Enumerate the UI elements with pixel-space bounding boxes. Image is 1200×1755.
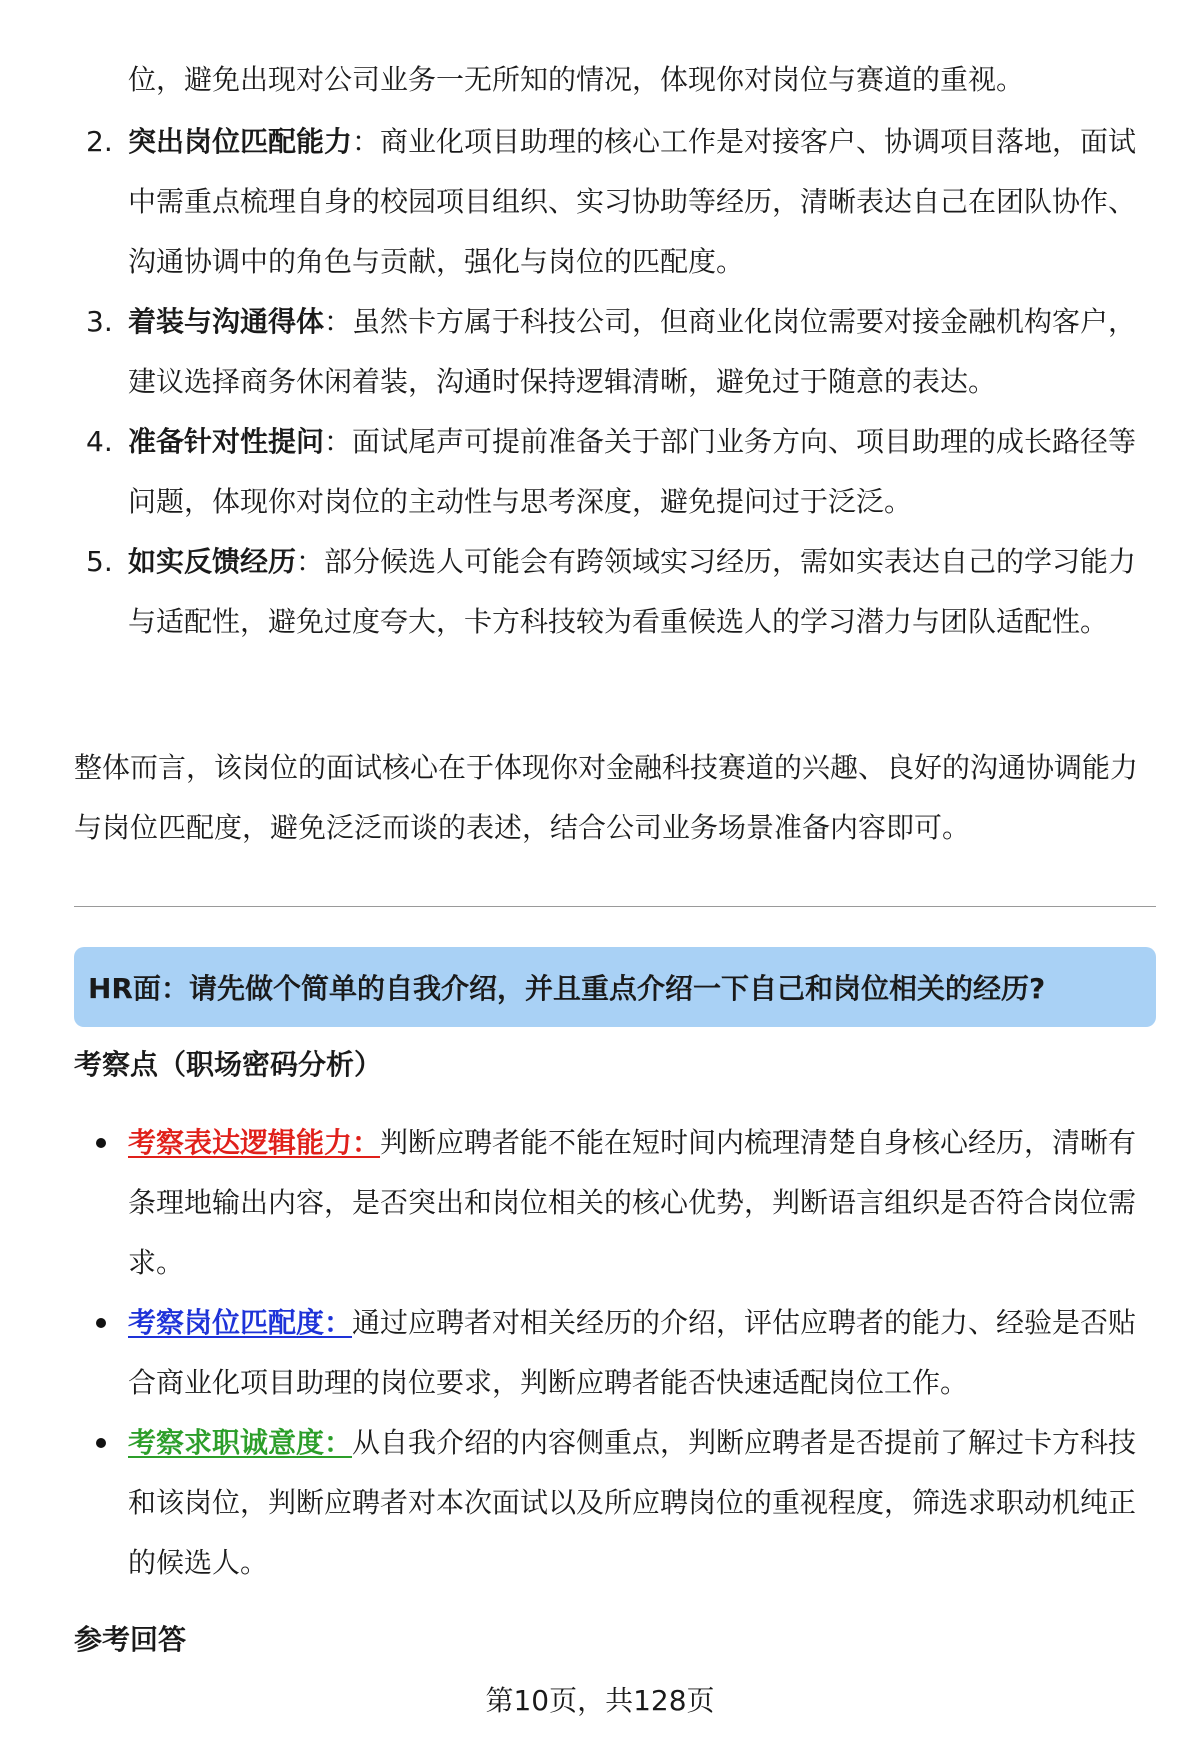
- point-text: 判断应聘者能不能在短时间内梳理清楚自身核心经历，清晰有条理地输出内容，是否突出和岗位相关的核心优势，判断语言组织是否符合岗位需求。: [128, 1126, 1137, 1279]
- tips-list: [74, 112, 1154, 652]
- paragraph-continuation: 位，避免出现对公司业务一无所知的情况，体现你对岗位与赛道的重视。: [128, 63, 1025, 96]
- item-term: 准备针对性提问: [128, 425, 325, 458]
- list-item: [74, 532, 1154, 652]
- divider: [74, 906, 1156, 907]
- page-footer: 第10页，共128页: [485, 1684, 715, 1717]
- section-heading-answer: 参考回答: [74, 1623, 187, 1656]
- bullet-icon: [96, 1138, 106, 1148]
- item-text: ：部分候选人可能会有跨领域实习经历，需如实表达自己的学习能力与适配性，避免过度夸大，卡方科技较为看重候选人的学习潜力与团队适配性。: [128, 545, 1137, 638]
- item-term: 如实反馈经历: [128, 545, 297, 578]
- point-text: 通过应聘者对相关经历的介绍，评估应聘者的能力、经验是否贴合商业化项目助理的岗位要求，判断应聘者能否快速适配岗位工作。: [128, 1306, 1137, 1399]
- item-number: 4.: [86, 425, 113, 458]
- list-item: [74, 1413, 1154, 1593]
- list-item: [74, 412, 1154, 532]
- summary-paragraph: 整体而言，该岗位的面试核心在于体现你对金融科技赛道的兴趣、良好的沟通协调能力与岗位匹配度，避免泛泛而谈的表述，结合公司业务场景准备内容即可。: [74, 751, 1139, 844]
- item-number: 3.: [86, 305, 113, 338]
- point-keyword: 考察表达逻辑能力：: [128, 1126, 381, 1159]
- bullet-icon: [96, 1438, 106, 1448]
- question-box: [74, 947, 1156, 1027]
- item-term: 着装与沟通得体: [128, 305, 325, 338]
- list-item: [74, 112, 1154, 292]
- points-list: [74, 1113, 1154, 1593]
- point-keyword: 考察求职诚意度：: [128, 1426, 353, 1459]
- item-term: 突出岗位匹配能力: [128, 125, 353, 158]
- list-item: [74, 1113, 1154, 1293]
- item-text: ：面试尾声可提前准备关于部门业务方向、项目助理的成长路径等问题，体现你对岗位的主动性与思考深度，避免提问过于泛泛。: [128, 425, 1137, 518]
- bullet-icon: [96, 1318, 106, 1328]
- item-text: ：虽然卡方属于科技公司，但商业化岗位需要对接金融机构客户，建议选择商务休闲着装，沟通时保持逻辑清晰，避免过于随意的表达。: [128, 305, 1137, 398]
- item-number: 5.: [86, 545, 113, 578]
- list-item: [74, 292, 1154, 412]
- list-item: [74, 1293, 1154, 1413]
- question-text: HR面：请先做个简单的自我介绍，并且重点介绍一下自己和岗位相关的经历?: [88, 972, 1046, 1005]
- item-number: 2.: [86, 125, 113, 158]
- point-text: 从自我介绍的内容侧重点，判断应聘者是否提前了解过卡方科技和该岗位，判断应聘者对本次面试以及所应聘岗位的重视程度，筛选求职动机纯正的候选人。: [128, 1426, 1137, 1579]
- item-text: ：商业化项目助理的核心工作是对接客户、协调项目落地，面试中需重点梳理自身的校园项目组织、实习协助等经历，清晰表达自己在团队协作、沟通协调中的角色与贡献，强化与岗位的匹配度。: [128, 125, 1137, 278]
- section-heading-points: 考察点（职场密码分析）: [74, 1048, 383, 1081]
- point-keyword: 考察岗位匹配度：: [128, 1306, 353, 1339]
